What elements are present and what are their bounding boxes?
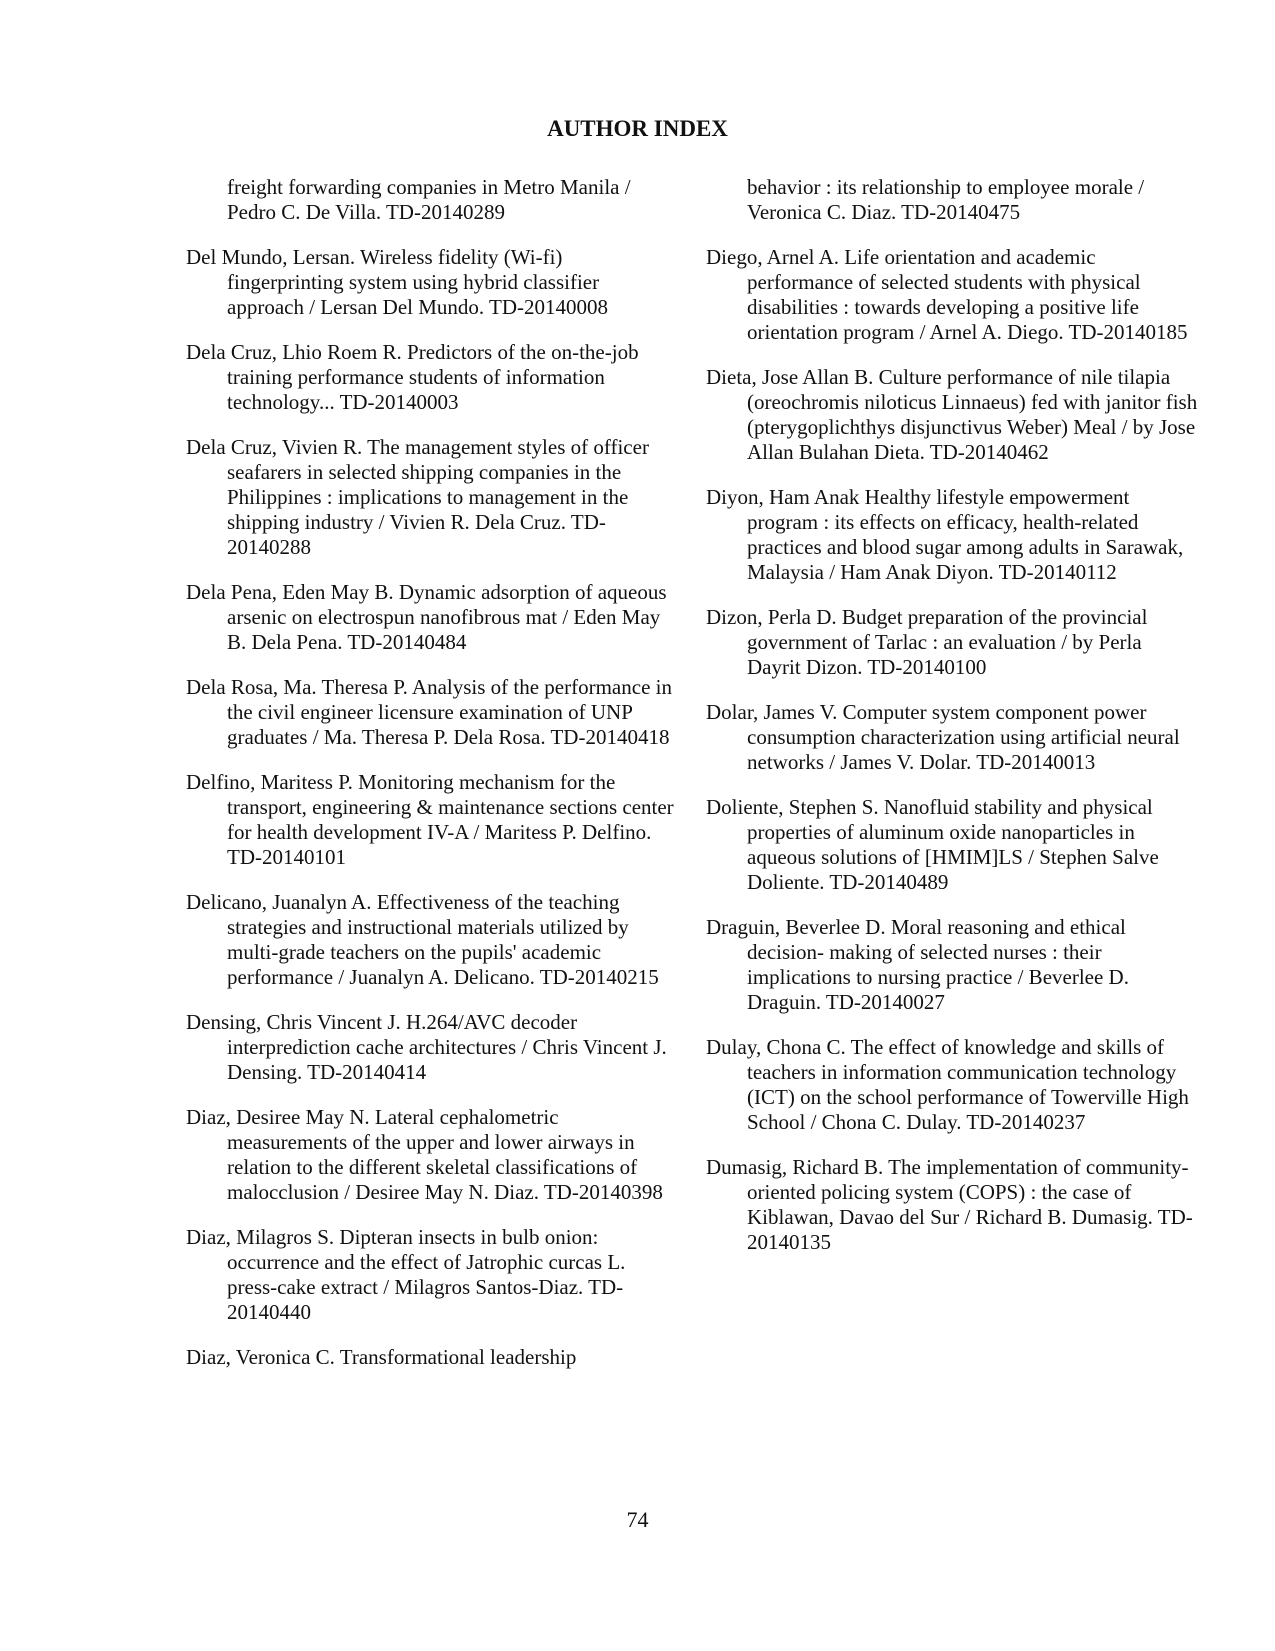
index-entry: Dizon, Perla D. Budget preparation of the provincial government of Tarlac : an evaluation / by Perla Dayrit Dizon. TD-20140100 bbox=[706, 605, 1148, 679]
index-entry: Densing, Chris Vincent J. H.264/AVC decoder interprediction cache architectures / Chris Vincent J. Densing. TD-20140414 bbox=[186, 1010, 667, 1084]
index-entry: behavior : its relationship to employee morale / Veronica C. Diaz. TD-20140475 bbox=[747, 175, 1145, 224]
index-entry: Delfino, Maritess P. Monitoring mechanism for the transport, engineering & maintenance sections center for health development IV-A / Maritess P. Delfino. TD-20140101 bbox=[186, 770, 674, 869]
index-entry: Dela Cruz, Vivien R. The management styles of officer seafarers in selected shipping companies in the Philippines : implications to management in the shipping industry / Vivien R. Dela Cruz. TD-20140288 bbox=[186, 435, 649, 559]
index-entry: Doliente, Stephen S. Nanofluid stability and physical properties of aluminum oxide nanoparticles in aqueous solutions of [HMIM]LS / Stephen Salve Doliente. TD-20140489 bbox=[706, 795, 1159, 894]
left-column bbox=[186, 175, 678, 1390]
index-entry: Diaz, Veronica C. Transformational leadership bbox=[186, 1345, 577, 1369]
right-column bbox=[706, 175, 1200, 1275]
index-entry: Dela Pena, Eden May B. Dynamic adsorption of aqueous arsenic on electrospun nanofibrous mat / Eden May B. Dela Pena. TD-20140484 bbox=[186, 580, 667, 654]
index-entry: Draguin, Beverlee D. Moral reasoning and ethical decision- making of selected nurses : their implications to nursing practice / Beverlee D. Draguin. TD-20140027 bbox=[706, 915, 1129, 1014]
index-entry: Diyon, Ham Anak Healthy lifestyle empowerment program : its effects on efficacy, health-related practices and blood sugar among adults in Sarawak, Malaysia / Ham Anak Diyon. TD-20140112 bbox=[706, 485, 1184, 584]
index-entry: Dulay, Chona C. The effect of knowledge and skills of teachers in information communication technology (ICT) on the school performance of Towerville High School / Chona C. Dulay. TD-20140237 bbox=[706, 1035, 1189, 1134]
index-entry: Dela Rosa, Ma. Theresa P. Analysis of the performance in the civil engineer licensure examination of UNP graduates / Ma. Theresa P. Dela Rosa. TD-20140418 bbox=[186, 675, 672, 749]
index-entry: Del Mundo, Lersan. Wireless fidelity (Wi-fi) fingerprinting system using hybrid classifier approach / Lersan Del Mundo. TD-20140008 bbox=[186, 245, 609, 319]
index-entry: Dela Cruz, Lhio Roem R. Predictors of the on-the-job training performance students of information technology... TD-20140003 bbox=[186, 340, 639, 414]
index-entry: Dolar, James V. Computer system component power consumption characterization using artificial neural networks / James V. Dolar. TD-20140013 bbox=[706, 700, 1180, 774]
index-entry: Diaz, Milagros S. Dipteran insects in bulb onion: occurrence and the effect of Jatrophic curcas L. press-cake extract / Milagros Santos-Diaz. TD-20140440 bbox=[186, 1225, 626, 1324]
index-entry: freight forwarding companies in Metro Manila / Pedro C. De Villa. TD-20140289 bbox=[227, 175, 631, 224]
index-entry: Dumasig, Richard B. The implementation of community-oriented policing system (COPS) : the case of Kiblawan, Davao del Sur / Richard B. Dumasig. TD-20140135 bbox=[706, 1155, 1193, 1254]
index-entry: Diego, Arnel A. Life orientation and academic performance of selected students with physical disabilities : towards developing a positive life orientation program / Arnel A. Diego. TD-20140185 bbox=[706, 245, 1188, 344]
page-title: AUTHOR INDEX bbox=[547, 116, 728, 141]
page-number: 74 bbox=[626, 1507, 649, 1532]
index-entry: Delicano, Juanalyn A. Effectiveness of the teaching strategies and instructional materials utilized by multi-grade teachers on the pupils' academic performance / Juanalyn A. Delicano. TD-20140215 bbox=[186, 890, 659, 989]
index-entry: Diaz, Desiree May N. Lateral cephalometric measurements of the upper and lower airways in relation to the different skeletal classifications of malocclusion / Desiree May N. Diaz. TD-20140398 bbox=[186, 1105, 663, 1204]
index-entry: Dieta, Jose Allan B. Culture performance of nile tilapia (oreochromis niloticus Linnaeus) fed with janitor fish (pterygoplichthys disjunctivus Weber) Meal / by Jose Allan Bulahan Dieta. TD-20140462 bbox=[706, 365, 1198, 464]
